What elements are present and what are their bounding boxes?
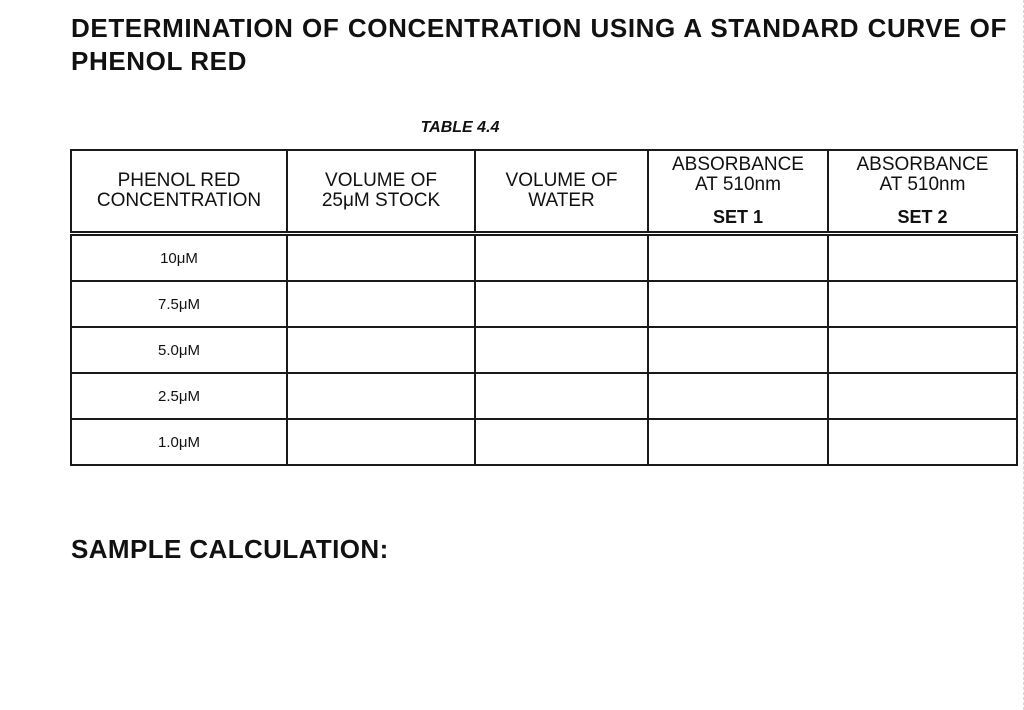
cell-absorbance-set2[interactable] xyxy=(828,281,1017,327)
standard-curve-table xyxy=(70,149,1018,466)
document-title: DETERMINATION OF CONCENTRATION USING A STANDARD CURVE OF PHENOL RED xyxy=(71,13,1007,76)
header-absorbance-set2 xyxy=(828,150,1017,234)
cell-concentration: 10μM xyxy=(71,234,287,282)
table-header-row xyxy=(71,150,1017,234)
cell-concentration: 2.5μM xyxy=(71,373,287,419)
cell-absorbance-set2[interactable] xyxy=(828,327,1017,373)
header-set-label: SET 1 xyxy=(712,207,764,227)
table-row xyxy=(71,281,1017,327)
cell-absorbance-set2[interactable] xyxy=(828,234,1017,282)
sample-calculation-heading: SAMPLE CALCULATION: xyxy=(71,534,389,564)
header-line2: CONCENTRATION xyxy=(96,190,262,211)
cell-stock-volume[interactable] xyxy=(287,281,475,327)
cell-water-volume[interactable] xyxy=(475,281,648,327)
cell-water-volume[interactable] xyxy=(475,234,648,282)
cell-absorbance-set1[interactable] xyxy=(648,281,828,327)
header-line2: AT 510nm xyxy=(695,174,781,195)
table-row xyxy=(71,234,1017,282)
header-line2: AT 510nm xyxy=(879,174,966,195)
header-volume-water xyxy=(475,150,648,234)
cell-stock-volume[interactable] xyxy=(287,373,475,419)
header-set-label: SET 2 xyxy=(897,207,948,227)
table-caption-label: TABLE 4.4 xyxy=(420,119,500,136)
header-volume-stock xyxy=(287,150,475,234)
cell-water-volume[interactable] xyxy=(475,327,648,373)
cell-absorbance-set1[interactable] xyxy=(648,373,828,419)
cell-stock-volume[interactable] xyxy=(287,327,475,373)
table-caption xyxy=(0,119,920,137)
cell-absorbance-set1[interactable] xyxy=(648,327,828,373)
header-line2: WATER xyxy=(528,190,595,211)
cell-concentration: 7.5μM xyxy=(71,281,287,327)
header-line2: 25μM STOCK xyxy=(321,190,441,211)
header-absorbance-set1 xyxy=(648,150,828,234)
table-row xyxy=(71,373,1017,419)
cell-stock-volume[interactable] xyxy=(287,419,475,465)
table-row xyxy=(71,327,1017,373)
cell-absorbance-set2[interactable] xyxy=(828,419,1017,465)
cell-absorbance-set1[interactable] xyxy=(648,419,828,465)
cell-concentration: 1.0μM xyxy=(71,419,287,465)
header-phenol-red-concentration xyxy=(71,150,287,234)
header-line1: ABSORBANCE xyxy=(856,154,989,175)
table-row xyxy=(71,419,1017,465)
header-line1: VOLUME OF xyxy=(325,170,437,191)
cell-water-volume[interactable] xyxy=(475,373,648,419)
cell-absorbance-set1[interactable] xyxy=(648,234,828,282)
header-line1: ABSORBANCE xyxy=(672,154,804,175)
header-line1: VOLUME OF xyxy=(505,170,618,191)
page-edge-divider xyxy=(1020,0,1024,710)
header-line1: PHENOL RED xyxy=(117,170,241,191)
cell-concentration: 5.0μM xyxy=(71,327,287,373)
cell-absorbance-set2[interactable] xyxy=(828,373,1017,419)
cell-stock-volume[interactable] xyxy=(287,234,475,282)
cell-water-volume[interactable] xyxy=(475,419,648,465)
